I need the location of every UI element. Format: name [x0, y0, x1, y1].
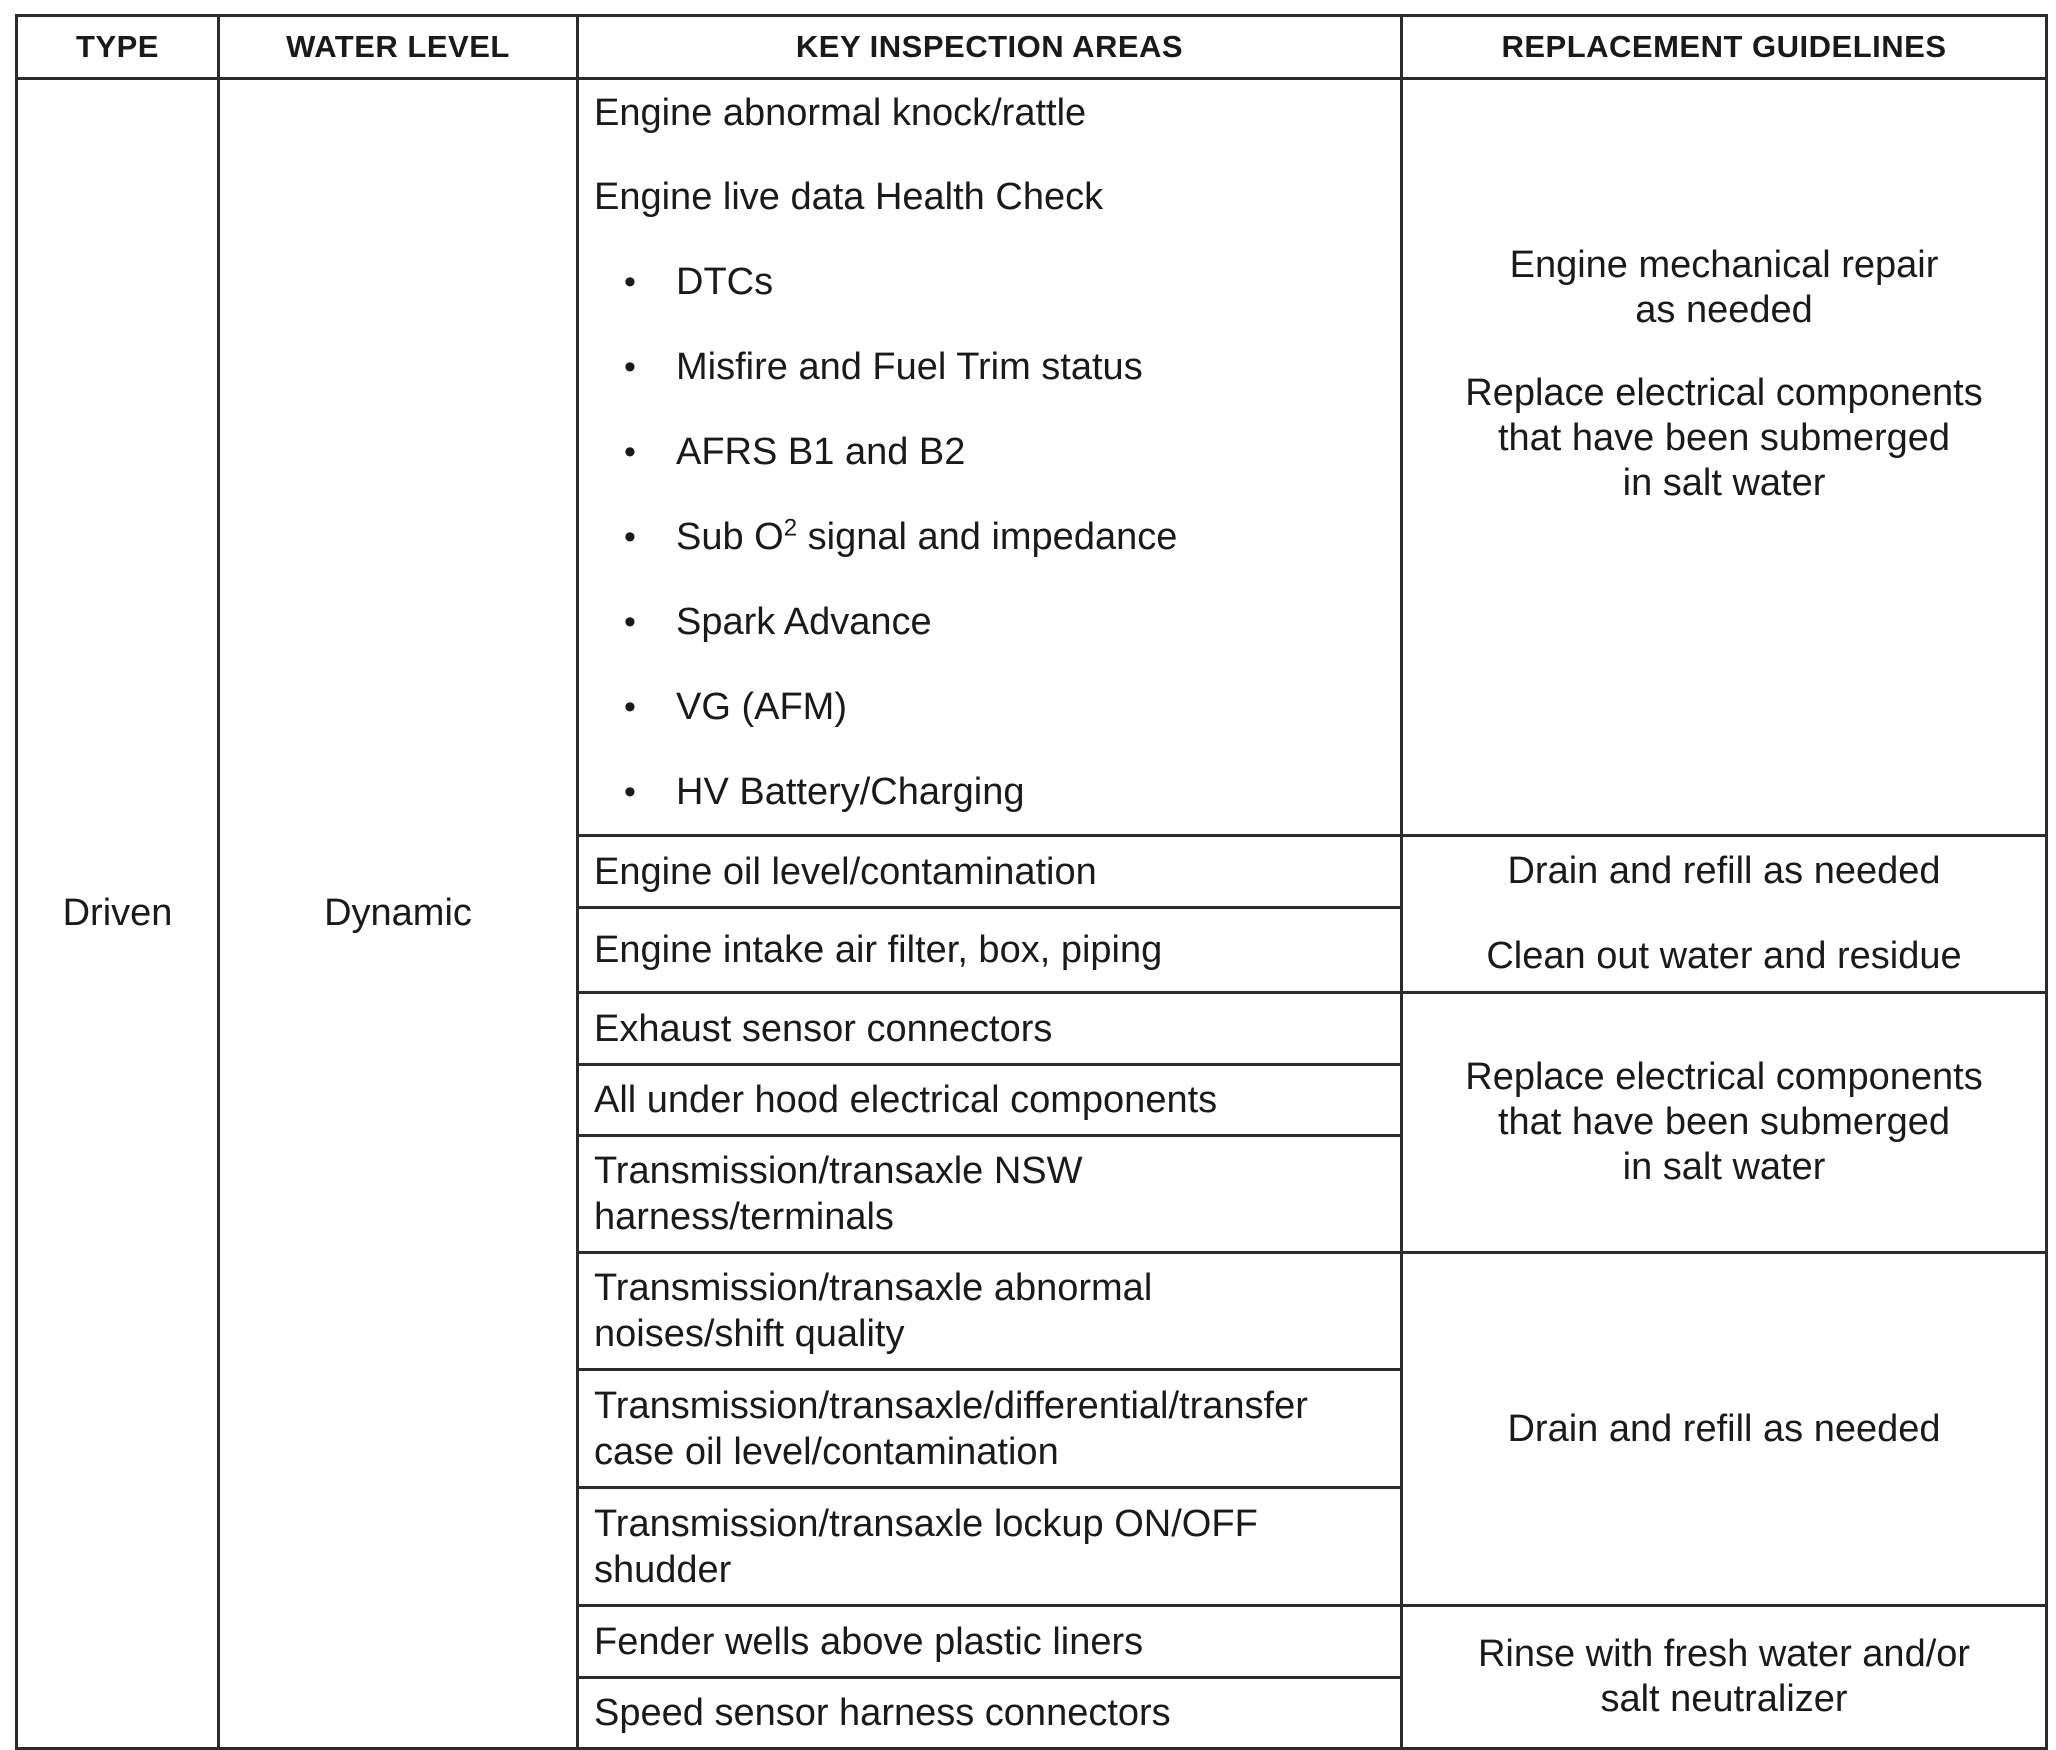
bullet-icon: •	[624, 687, 636, 726]
header-row	[17, 16, 2047, 79]
inspection-item: Transmission/transaxle lockup ON/OFF shudder	[578, 1488, 1402, 1606]
bullet-icon: •	[624, 772, 636, 811]
water-level-cell: Dynamic	[219, 79, 578, 1749]
inspection-item: Engine intake air filter, box, piping	[578, 908, 1402, 993]
inspection-item: All under hood electrical components	[578, 1065, 1402, 1136]
bullet-item: • Spark Advance	[624, 600, 932, 643]
bullet-item: • Misfire and Fuel Trim status	[624, 345, 1143, 388]
bullet-item: • HV Battery/Charging	[624, 770, 1025, 813]
bullet-icon: •	[624, 602, 636, 641]
bullet-item: • DTCs	[624, 260, 774, 303]
bullet-icon: •	[624, 347, 636, 386]
guideline-cell: Drain and refill as needed	[1402, 1253, 2047, 1606]
inspection-item: Transmission/transaxle NSW harness/terminals	[578, 1136, 1402, 1253]
inspection-item: Transmission/transaxle abnormal noises/shift quality	[578, 1253, 1402, 1370]
type-cell: Driven	[17, 79, 219, 1749]
header-replacement-guidelines: REPLACEMENT GUIDELINES	[1402, 16, 2047, 79]
header-key-inspection-areas: KEY INSPECTION AREAS	[578, 16, 1402, 79]
list-item: Engine live data Health Check	[594, 175, 1104, 218]
inspection-item: Exhaust sensor connectors	[578, 993, 1402, 1065]
inspection-item: Transmission/transaxle/differential/transfer case oil level/contamination	[578, 1370, 1402, 1488]
bullet-icon: •	[624, 262, 636, 301]
inspection-item: Engine oil level/contamination	[578, 836, 1402, 908]
header-type: TYPE	[17, 16, 219, 79]
engine-inspection-cell	[578, 79, 1402, 836]
list-item: Engine abnormal knock/rattle	[594, 92, 1087, 134]
guideline-cell: Rinse with fresh water and/or salt neutralizer	[1402, 1606, 2047, 1749]
bullet-icon: •	[624, 432, 636, 471]
inspection-table	[15, 14, 2048, 1750]
table-row	[17, 79, 2047, 836]
header-water-level: WATER LEVEL	[219, 16, 578, 79]
guideline-cell: Replace electrical components that have been submerged in salt water	[1402, 993, 2047, 1253]
bullet-icon: •	[624, 517, 636, 556]
bullet-item: • Sub $O^2$ signal and impedance	[624, 513, 1178, 558]
inspection-item: Speed sensor harness connectors	[578, 1678, 1402, 1749]
bullet-item: • AFRS B1 and B2	[624, 430, 966, 473]
bullet-item: • VG (AFM)	[624, 685, 847, 728]
engine-guideline-cell: Engine mechanical repair as needed Replace electrical components that have been submerged in salt water	[1402, 79, 2047, 836]
inspection-item: Fender wells above plastic liners	[578, 1606, 1402, 1678]
guideline-cell: Drain and refill as needed Clean out water and residue	[1402, 836, 2047, 993]
